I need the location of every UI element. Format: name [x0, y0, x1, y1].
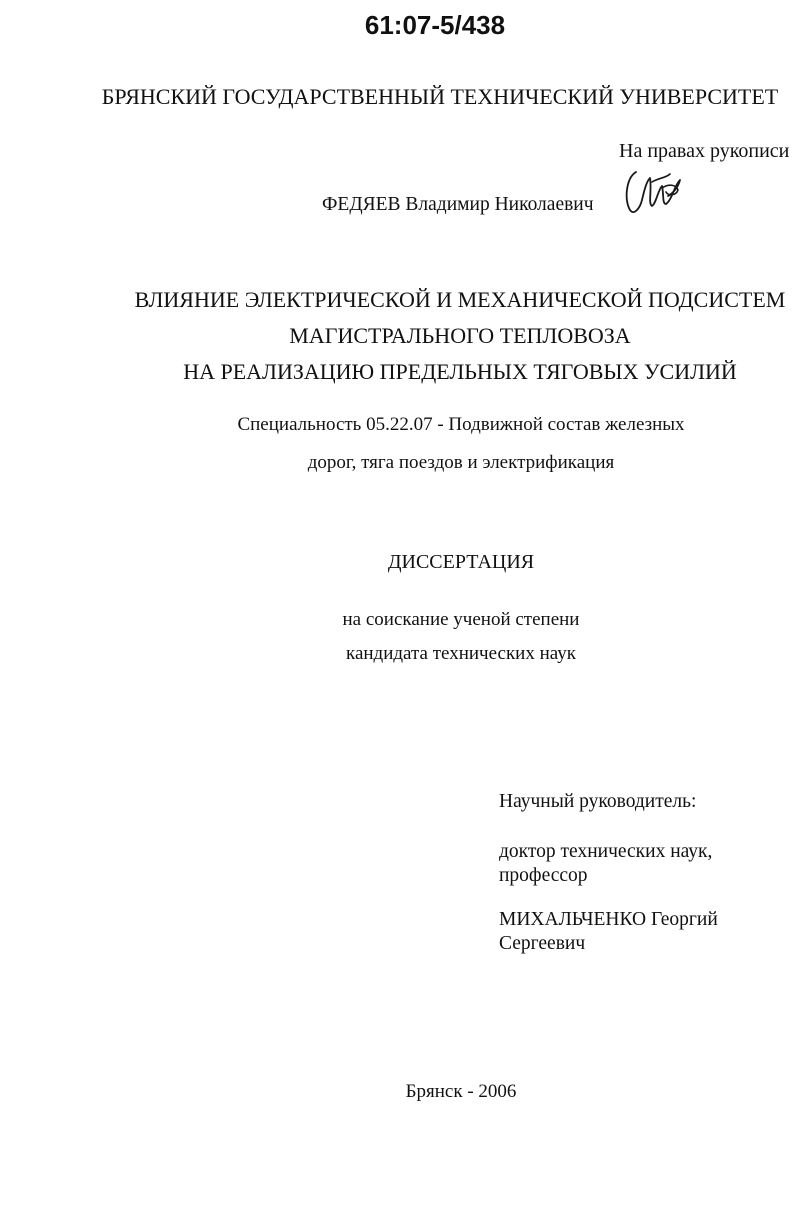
specialty-line: дорог, тяга поездов и электрификация [307, 452, 615, 473]
specialty-line: Специальность 05.22.07 - Подвижной состав железных [237, 414, 685, 435]
title-line: ВЛИЯНИЕ ЭЛЕКТРИЧЕСКОЙ И МЕХАНИЧЕСКОЙ ПОДСИСТЕМ [134, 287, 786, 312]
advisor-rank [499, 840, 718, 888]
advisor-rank-line: доктор технических наук, [499, 841, 713, 862]
catalog-number: 61:07-5/438 [364, 10, 506, 40]
dissertation-title [0, 282, 796, 390]
advisor-name-line: Сергеевич [499, 933, 586, 954]
advisor-label: Научный руководитель: [499, 791, 697, 812]
advisor-name [499, 908, 718, 956]
degree-info [0, 603, 796, 671]
advisor-block [499, 790, 718, 956]
advisor-rank-line: профессор [499, 865, 588, 886]
title-line: МАГИСТРАЛЬНОГО ТЕПЛОВОЗА [289, 323, 631, 348]
signature-icon [622, 160, 684, 218]
specialty [0, 406, 796, 482]
degree-line: кандидата технических наук [346, 643, 576, 664]
university-name: БРЯНСКИЙ ГОСУДАРСТВЕННЫЙ ТЕХНИЧЕСКИЙ УНИВЕРСИТЕТ [101, 84, 779, 109]
advisor-name-line: МИХАЛЬЧЕНКО Георгий [499, 909, 718, 930]
document-type: ДИССЕРТАЦИЯ [387, 551, 535, 573]
title-line: НА РЕАЛИЗАЦИЮ ПРЕДЕЛЬНЫХ ТЯГОВЫХ УСИЛИЙ [183, 359, 737, 384]
rights-note: На правах рукописи [619, 140, 790, 162]
author-name: ФЕДЯЕВ Владимир Николаевич [322, 194, 594, 215]
degree-line: на соискание ученой степени [342, 609, 580, 630]
place-year: Брянск - 2006 [405, 1081, 517, 1102]
